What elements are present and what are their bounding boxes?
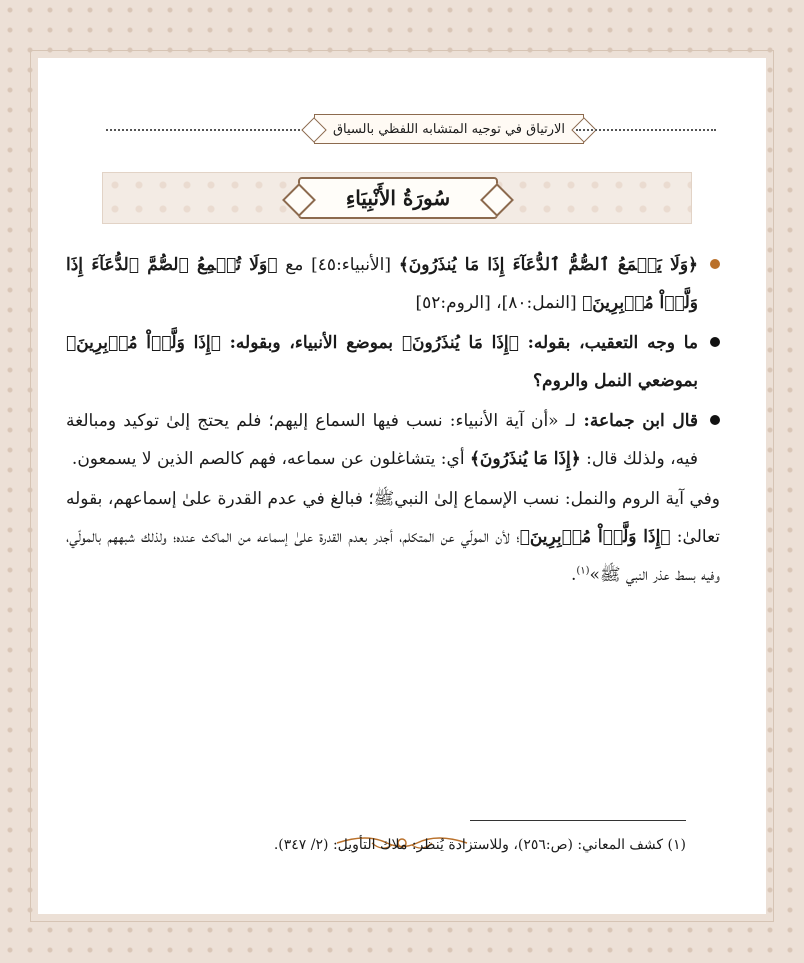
quote-text: لـ «أن آية الأنبياء: نسب فيها السماع إليهم؛ فلم يحتج إلىٰ توكيد ومبالغة فيه، ولذلك قال: xyxy=(66,411,698,469)
verse-reference: [الأنبياء:٤٥] xyxy=(311,255,392,275)
list-item xyxy=(66,246,720,322)
verse-quote: ﴿إِذَا وَلَّوۡاْ مُدۡبِرِينَ﴾ xyxy=(66,333,221,353)
verse-quote: ﴿وَلَا تُسۡمِعُ ٱلصُّمَّ ٱلدُّعَآءَ إِذَا وَلَّوۡاْ مُدۡبِرِينَ﴾ xyxy=(66,255,698,313)
bullet-black xyxy=(710,415,720,425)
question-text: ما وجه التعقيب، بقوله: xyxy=(518,333,698,353)
verse-reference: [النمل:٨٠]، [الروم:٥٢] xyxy=(415,293,577,313)
list-item xyxy=(66,402,720,478)
connector-text: مع xyxy=(277,255,304,275)
verse-quote: ﴿إِذَا وَلَّوۡاْ مُدۡبِرِينَ﴾ xyxy=(519,527,671,547)
question-text: بموضعي النمل والروم؟ xyxy=(533,371,698,391)
verse-quote: ﴿إِذَا مَا يُنذَرُونَ﴾ xyxy=(401,333,519,353)
paragraph xyxy=(66,480,720,594)
verse-quote: ﴿وَلَا يَسۡمَعُ ٱلصُّمُّ ٱلدُّعَآءَ إِذَا مَا يُنذَرُونَ﴾ xyxy=(398,255,699,275)
paragraph-text: وفي آية الروم والنمل: نسب الإسماع إلىٰ النبيﷺ؛ فبالغ في عدم القدرة علىٰ إسماعهم، بقوله تعالىٰ: xyxy=(66,489,720,547)
surah-banner xyxy=(102,172,692,224)
header-dots-left xyxy=(106,129,316,131)
verse-quote: ﴿إِذَا مَا يُنذَرُونَ﴾ xyxy=(469,449,581,469)
header-dots-right xyxy=(576,129,716,131)
bullet-black xyxy=(710,337,720,347)
paragraph-end: . xyxy=(570,565,577,585)
paragraph-text: ؛ لأن المولّي عن المتكلم، أجدر بعدم القدرة علىٰ إسماعه من الماكث عنده؛ ولذلك شبههم بالمولّي، وفيه بسط عذر النبي ﷺ» xyxy=(66,527,720,585)
list-item xyxy=(66,324,720,400)
footnote: (١) كشف المعاني: (ص:٢٥٦)، وللاستزادة يُنظر: ملاك التأويل: (٢/ ٣٤٧). xyxy=(273,837,686,853)
book-title: الارتياق في توجيه المتشابه اللفظي بالسياق xyxy=(314,114,584,144)
quote-text: أي: يتشاغلون عن سماعه، فهم كالصم الذين لا يسمعون. xyxy=(71,449,470,469)
surah-title: سُورَةُ الأَنْبِيَاءِ xyxy=(298,177,498,219)
footnote-marker: (١) xyxy=(576,565,590,577)
question-text: بموضع الأنبياء، وبقوله: xyxy=(220,333,402,353)
bullet-orange xyxy=(710,259,720,269)
main-text xyxy=(66,246,720,594)
running-header xyxy=(66,112,734,148)
author-name: قال ابن جماعة: xyxy=(575,411,698,431)
footnote-rule xyxy=(470,820,686,821)
